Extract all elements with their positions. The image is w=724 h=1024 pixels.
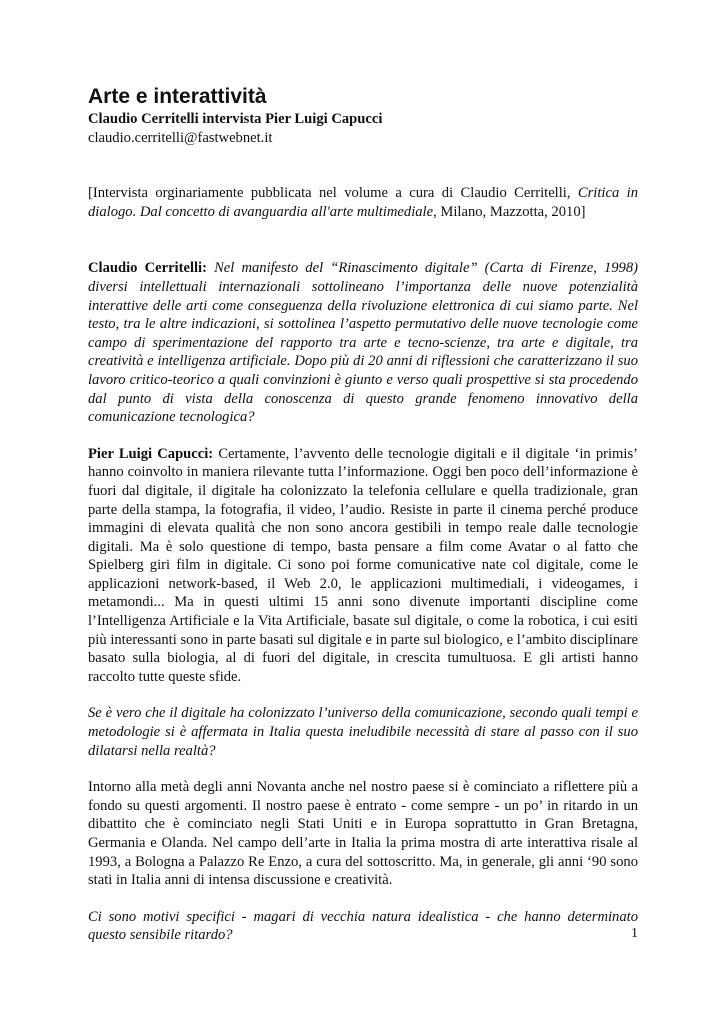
question-3: Ci sono motivi specifici - magari di vecchia natura idealistica - che hanno determinato questo sensibile ritardo? <box>88 908 638 944</box>
question-1-speaker: Claudio Cerritelli: <box>88 260 207 277</box>
question-1 <box>88 259 638 426</box>
question-2: Se è vero che il digitale ha colonizzato l’universo della comunicazione, secondo quali tempi e metodologie si è affermata in Italia questa ineludibile necessità di stare al passo con il suo dilatarsi nella realtà? <box>88 705 638 759</box>
answer-1 <box>88 445 638 687</box>
document-title: Arte e interattività <box>88 85 267 108</box>
answer-1-text: Certamente, l’avvento delle tecnologie digitali e il digitale ‘in primis’ hanno coinvolto in maniera rilevante tutta l’informazione. Oggi ben poco dell’informazione è fuori dal digitale, il digitale ha colonizzato la telefonia cellulare e quella tradizionale, gran parte della stampa, la fotografia, il video, l’audio. Resiste in parte il cinema perché produce immagini di elevata qualità che non sono ancora gestibili in tempo reale dalle tecnologie digitali. Ma è solo questione di tempo, basta pensare a film come Avatar o al fatto che Spielberg giri film in digitale. Ci sono poi forme comunicative nate col digitale, come le applicazioni network-based, il Web 2.0, le applicazioni multimediali, i videogames, i metamondi... Ma in questi ultimi 15 anni sono divenute importanti discipline come l’Intelligenza Artificiale e la Vita Artificiale, basate sul digitale, o come la robotica, i cui esiti più interessanti sono in parte basati sul digitale e in parte sul biologico, e l’ambito disciplinare basato sulla biologia, al di fuori del digitale, in crescita tumultuosa. E gli artisti hanno raccolto tutte queste sfide. <box>88 445 638 685</box>
document-subtitle: Claudio Cerritelli intervista Pier Luigi Capucci <box>88 111 383 127</box>
publication-note-suffix: , Milano, Mazzotta, 2010] <box>433 203 586 220</box>
document-page <box>88 84 638 963</box>
answer-2: Intorno alla metà degli anni Novanta anche nel nostro paese si è cominciato a riflettere più a fondo su questi argomenti. Il nostro paese è entrato - come sempre - un po’ in ritardo in un dibattito che è cominciato negli Stati Uniti e in Europa soprattutto in Gran Bretagna, Germania e Olanda. Nel campo dell’arte in Italia la prima mostra di arte interattiva risale al 1993, a Bologna a Palazzo Re Enzo, a cura del sottoscritto. Ma, in generale, gli anni ‘90 sono stati in Italia anni di intensa discussione e creatività. <box>88 779 638 889</box>
question-1-text: Nel manifesto del “Rinascimento digitale” (Carta di Firenze, 1998) diversi intellettuali internazionali sottolineano l’importanza delle nuove potenzialità interattive delle arti come conseguenza della rivoluzione elettronica di cui siamo parte. Nel testo, tra le altre indicazioni, si sottolinea l’aspetto permutativo delle nuove tecnologie come campo di sperimentazione del rapporto tra arte e tecno-scienze, tra arte e digitale, tra creatività e intelligenza artificiale. Dopo più di 20 anni di riflessioni che caratterizzano il suo lavoro critico-teorico a quali convinzioni è giunto e verso quali prospettive si sta procedendo dal punto di vista della conoscenza di questo grande fenomeno innovativo della comunicazione tecnologica? <box>88 260 638 426</box>
answer-1-speaker: Pier Luigi Capucci: <box>88 445 214 462</box>
publication-book-title: Critica in dialogo. Dal concetto di avanguardia all'arte multimediale <box>88 185 638 220</box>
publication-note <box>88 184 638 221</box>
spacer <box>88 239 638 259</box>
author-email: claudio.cerritelli@fastwebnet.it <box>88 129 273 146</box>
publication-note-prefix: [Intervista orginariamente pubblicata nel volume a cura di Claudio Cerritelli, <box>88 185 578 202</box>
page-number: 1 <box>631 926 638 941</box>
